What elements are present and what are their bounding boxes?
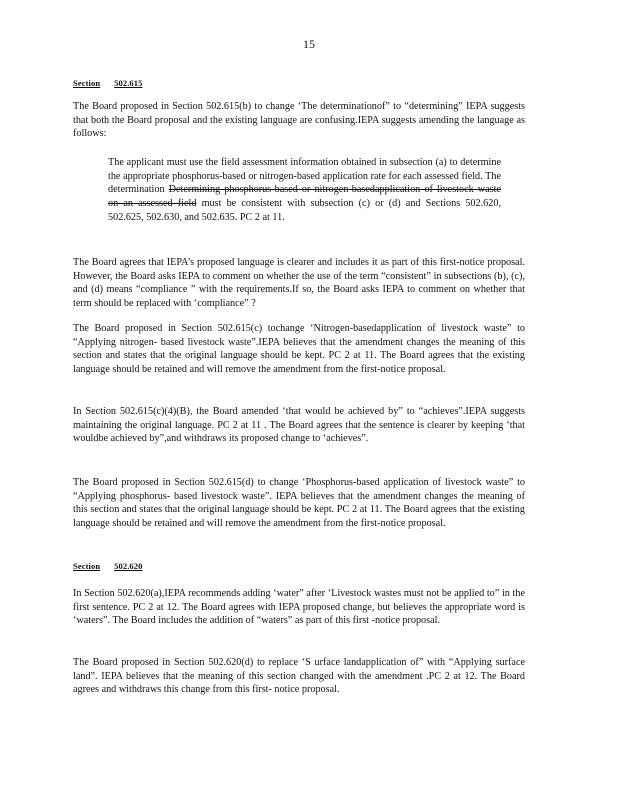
paragraph-502-615-c-4-b: In Section 502.615(c)(4)(B), the Board amended ‘that would be achieved by” to “achieves”.IEPA suggests maintaining the original language. PC 2 at 11 . The Board agrees that the sentence is clearer by keeping ‘that wouldbe achieved by”,and withdraws its proposed change to ‘achieves”.: [73, 406, 525, 445]
section-heading-502-620: [73, 561, 142, 571]
paragraph-502-620-d: The Board proposed in Section 502.620(d) to replace ‘S urface landapplication of” with “Applying surface land”. IEPA believes that the meaning of this section changed with the amendment .PC 2 at 12. The Board agrees and withdraws this change from this first- notice proposal.: [73, 657, 525, 696]
section-heading-label: Section: [73, 78, 101, 88]
quote-text-after: must be consistent with subsection (c) or (d) and Sections 502.620, 502.625, 502.630, and 502.635. PC 2 at 11.: [108, 198, 501, 223]
page-number: 15: [303, 37, 315, 51]
paragraph-502-615-d: The Board proposed in Section 502.615(d) to change ‘Phosphorus-based application of livestock waste” to “Applying phosphorus- based livestock waste”. IEPA believes that the amendment changes the meaning of this section and states that the original language should be kept. PC 2 at 11. The Board agrees that the existing language should be retained and will remove the amendment from the first-notice proposal.: [73, 477, 525, 530]
quote-text-before: The applicant must use the field assessment information obtained in subsection (a) to determine the appropriate phosphorus-based or nitrogen-based application rate for each assessed field. The determination: [108, 157, 501, 196]
quote-struck-text: Determining phosphorus-based or nitrogen-basedapplication of livestock waste on an assessed field: [108, 184, 501, 210]
section-heading-number: 502.620: [114, 561, 143, 571]
section-heading-label: Section: [73, 561, 101, 571]
proposed-language-quote: [108, 156, 501, 225]
paragraph-502-615-c: The Board proposed in Section 502.615(c) tochange ‘Nitrogen-basedapplication of livestock waste” to “Applying nitrogen- based livestock waste”.IEPA believes that the amendment changes the meaning of this section and states that the original language should be kept. PC 2 at 11. The Board agrees that the existing language should be retained and will remove the amendment from the first-notice proposal.: [73, 323, 525, 376]
paragraph-502-620-a: In Section 502.620(a),IEPA recommends adding ‘water” after ‘Livestock wastes must not be applied to” in the first sentence. PC 2 at 12. The Board agrees with IEPA proposed change, but believes the appropriate word is ‘waters”. The Board includes the addition of “waters” as part of this first -notice proposal.: [73, 588, 525, 627]
paragraph-board-agrees: The Board agrees that IEPA’s proposed language is clearer and includes it as part of this first-notice proposal. However, the Board asks IEPA to comment on whether the use of the term “consistent” in subsections (b), (c), and (d) means “compliance ” with the requirements.If so, the Board asks IEPA to comment on whether that term should be replaced with ‘compliance” ?: [73, 257, 525, 310]
paragraph-502-615-b: The Board proposed in Section 502.615(b) to change ‘The determinationof” to “determining” IEPA suggests that both the Board proposal and the existing language are confusing.IEPA suggests amending the language as follows:: [73, 101, 525, 140]
section-heading-502-615: [73, 78, 142, 88]
section-heading-number: 502.615: [114, 78, 143, 88]
